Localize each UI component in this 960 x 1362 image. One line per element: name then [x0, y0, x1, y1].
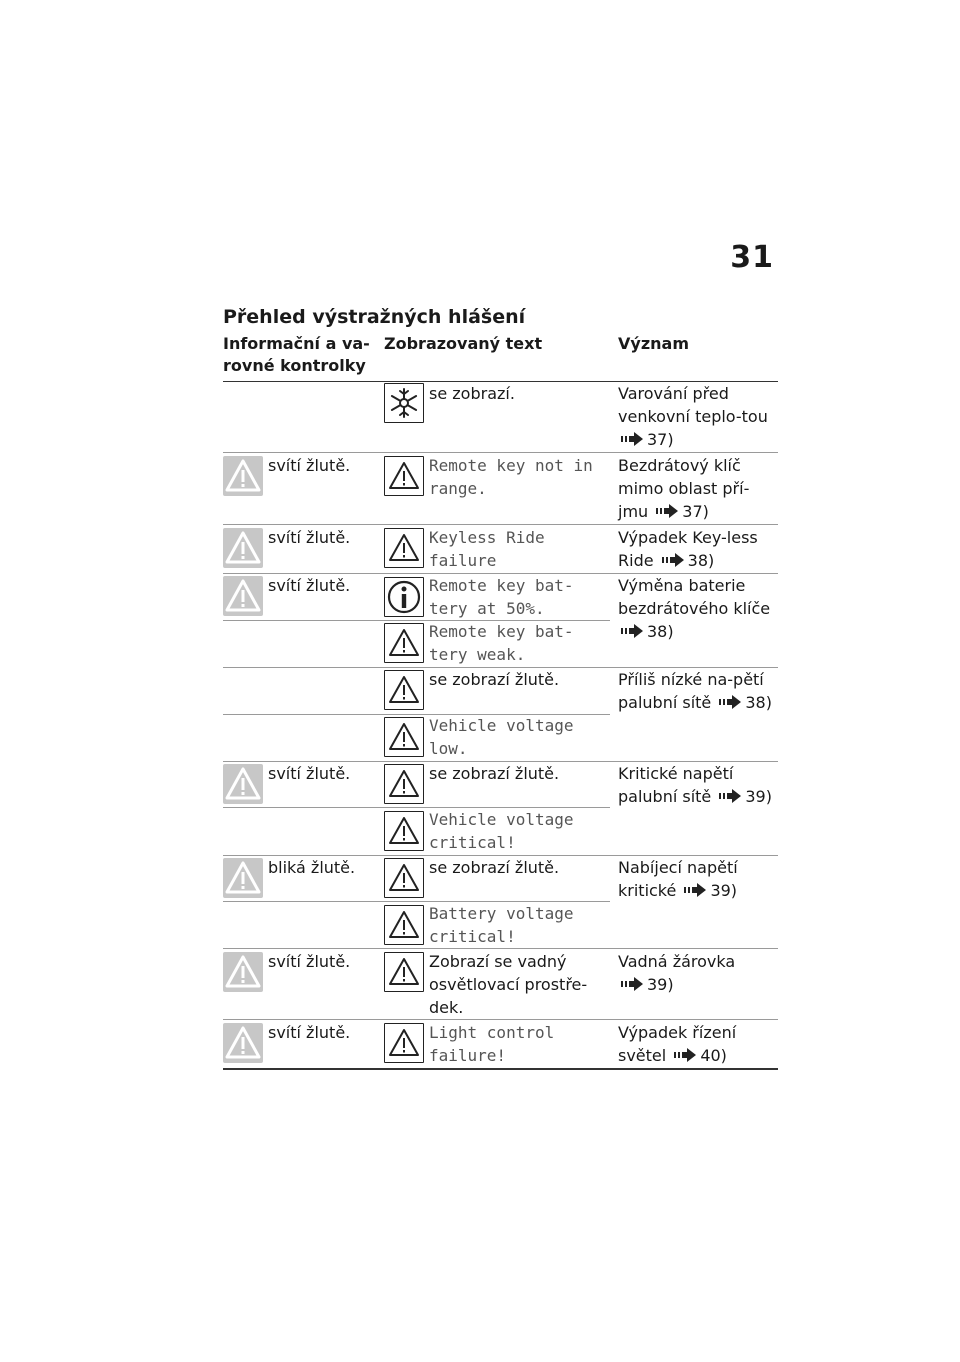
row-divider [223, 948, 778, 949]
warning-triangle-icon [384, 858, 424, 898]
meaning-text: Vadná žárovka 39) [618, 952, 736, 994]
row-divider [223, 452, 778, 453]
display-text: Vehicle voltage low. [429, 716, 574, 758]
warning-triangle-icon [384, 670, 424, 710]
warning-triangle-icon [384, 717, 424, 757]
warning-triangle-icon [223, 858, 263, 898]
reference-arrow-icon [719, 694, 743, 710]
reference-arrow-icon [719, 788, 743, 804]
page-reference: 39) [618, 975, 674, 994]
display-text: se zobrazí žlutě. [429, 858, 560, 877]
header-display: Zobrazovaný text [384, 334, 543, 353]
display-text: se zobrazí žlutě. [429, 670, 560, 689]
display-text: Remote key bat-tery at 50%. [429, 576, 574, 618]
status-text: svítí žlutě. [268, 528, 351, 547]
page-reference: 40) [671, 1046, 727, 1065]
warning-triangle-icon [223, 1023, 263, 1063]
warning-triangle-icon [223, 456, 263, 496]
display-text: se zobrazí. [429, 384, 515, 403]
reference-arrow-icon [662, 552, 686, 568]
display-text: Light control failure! [429, 1023, 555, 1065]
snowflake-icon [384, 383, 424, 423]
display-text: Remote key not in range. [429, 456, 593, 498]
display-text: Vehicle voltage critical! [429, 810, 574, 852]
reference-arrow-icon [674, 1047, 698, 1063]
page-number: 31 [730, 240, 774, 275]
meaning-text: Bezdrátový klíč mimo oblast pří-jmu 37) [618, 456, 750, 521]
page-reference: 39) [681, 881, 737, 900]
warning-triangle-icon [223, 576, 263, 616]
warning-triangle-icon [384, 764, 424, 804]
header-controls: Informační a va-rovné kontrolky [223, 334, 370, 375]
status-text: svítí žlutě. [268, 764, 351, 783]
status-text: svítí žlutě. [268, 952, 351, 971]
display-text: se zobrazí žlutě. [429, 764, 560, 783]
status-text: svítí žlutě. [268, 456, 351, 475]
display-text: Battery voltage critical! [429, 904, 574, 946]
status-text: svítí žlutě. [268, 1023, 351, 1042]
meaning-text: Varování před venkovní teplo-tou 37) [618, 384, 768, 449]
reference-arrow-icon [621, 623, 645, 639]
warning-triangle-icon [223, 528, 263, 568]
page-reference: 38) [659, 551, 715, 570]
reference-arrow-icon [684, 882, 708, 898]
warning-triangle-icon [384, 456, 424, 496]
warning-triangle-icon [384, 952, 424, 992]
page-reference: 37) [653, 502, 709, 521]
warning-triangle-icon [384, 905, 424, 945]
warning-triangle-icon [384, 811, 424, 851]
page-reference: 38) [716, 693, 772, 712]
row-divider [223, 524, 778, 525]
page-reference: 39) [716, 787, 772, 806]
status-text: svítí žlutě. [268, 576, 351, 595]
display-text: Remote key bat-tery weak. [429, 622, 574, 664]
row-divider [223, 1019, 778, 1020]
page-reference: 38) [618, 622, 674, 641]
meaning-text: Příliš nízké na-pětí palubní sítě 38) [618, 670, 772, 712]
warning-triangle-icon [384, 528, 424, 568]
meaning-text: Výměna baterie bezdrátového klíče 38) [618, 576, 771, 641]
warning-triangle-icon [384, 1023, 424, 1063]
meaning-text: Kritické napětí palubní sítě 39) [618, 764, 772, 806]
display-text: Zobrazí se vadný osvětlovací prostře-dek. [429, 952, 588, 1017]
meaning-text: Výpadek Key-less Ride 38) [618, 528, 758, 570]
table-bottom-rule [223, 1068, 778, 1070]
warning-triangle-icon [223, 764, 263, 804]
meaning-text: Výpadek řízení světel 40) [618, 1023, 737, 1065]
status-text: bliká žlutě. [268, 858, 356, 877]
meaning-text: Nabíjecí napětí kritické 39) [618, 858, 738, 900]
header-meaning: Význam [618, 334, 689, 353]
reference-arrow-icon [656, 503, 680, 519]
section-title: Přehled výstražných hlášení [223, 306, 526, 328]
reference-arrow-icon [621, 976, 645, 992]
display-text: Keyless Ride failure [429, 528, 545, 570]
info-icon [384, 577, 424, 617]
warning-triangle-icon [384, 623, 424, 663]
reference-arrow-icon [621, 431, 645, 447]
warning-triangle-icon [223, 952, 263, 992]
page-reference: 37) [618, 430, 674, 449]
